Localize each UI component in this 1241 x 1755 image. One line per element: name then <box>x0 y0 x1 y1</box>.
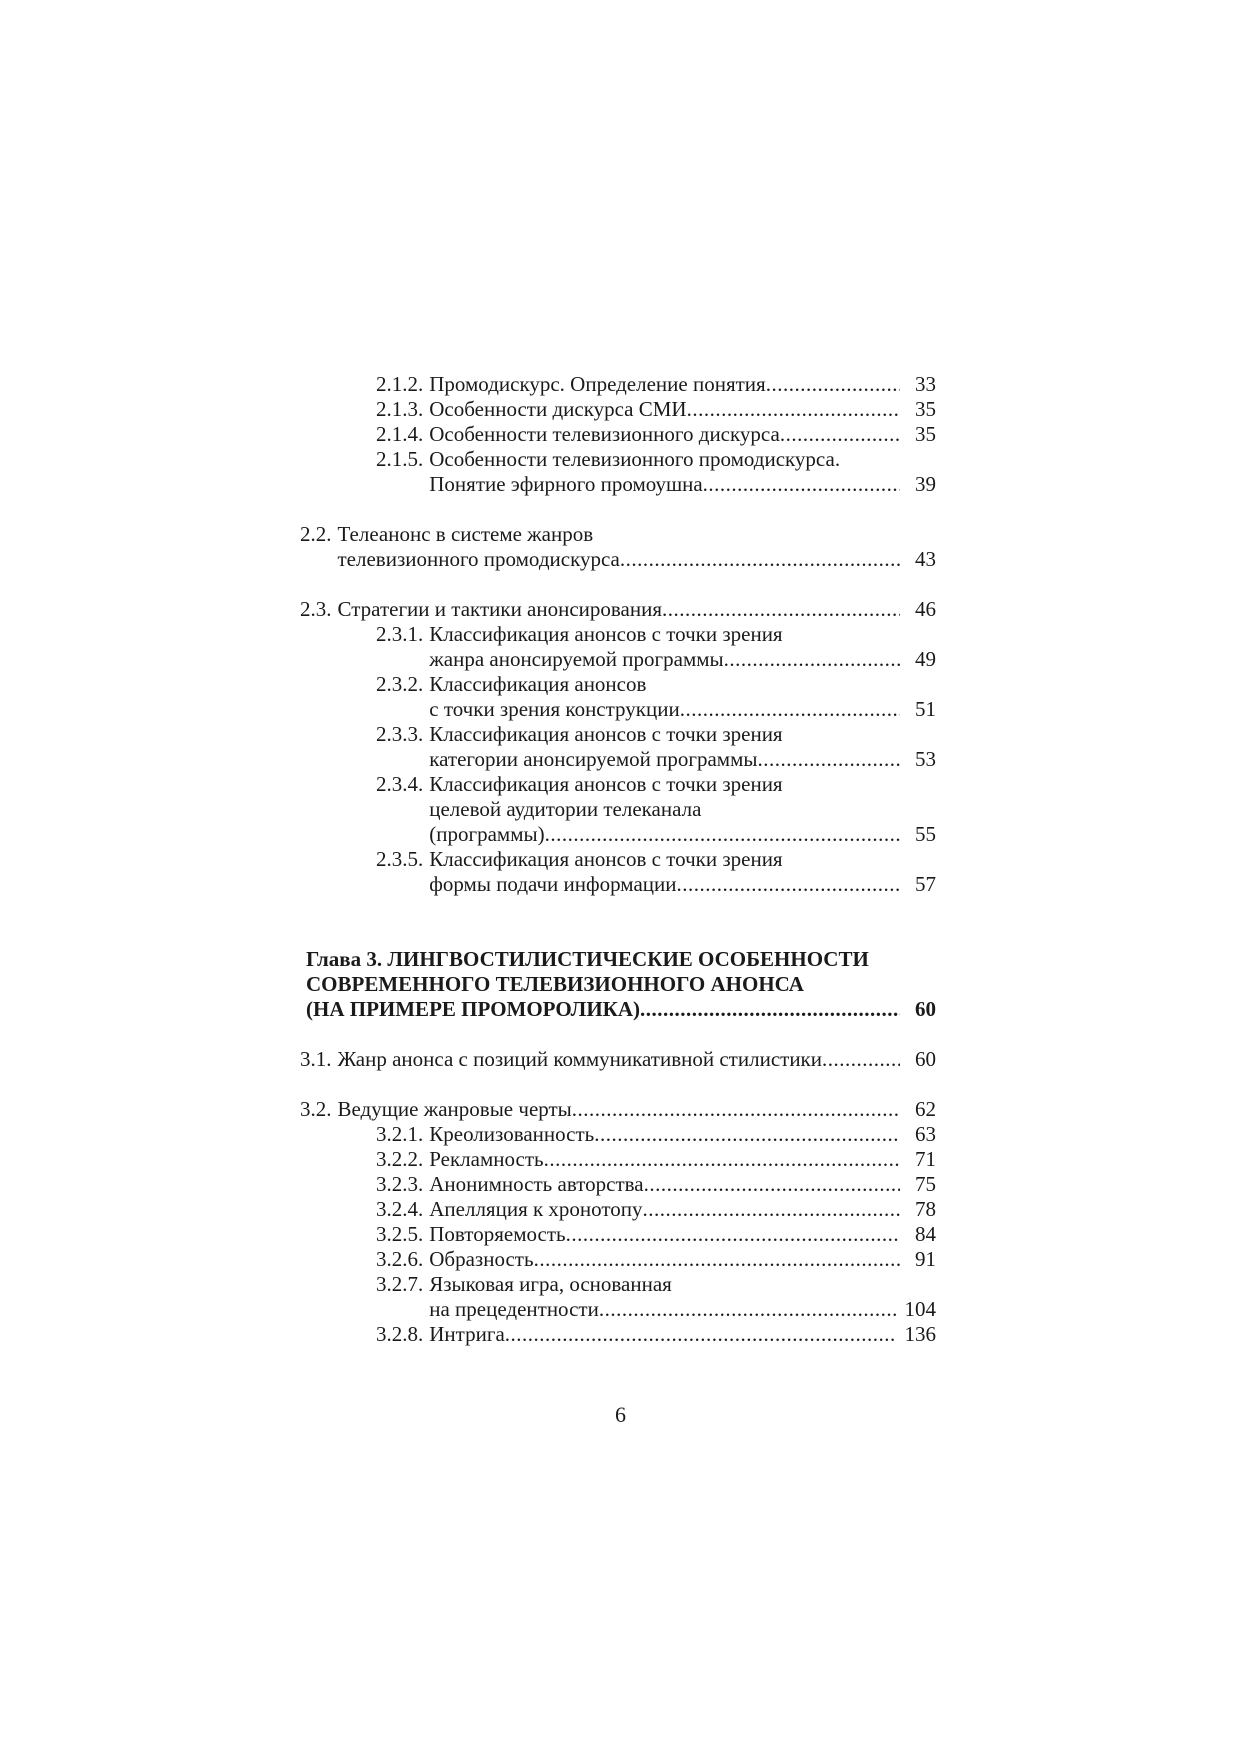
dot-leader <box>766 372 900 397</box>
toc-entry-page: 78 <box>915 1197 936 1221</box>
dot-leader <box>643 1197 900 1222</box>
dot-leader <box>599 1297 897 1322</box>
toc-entry-number: 2.3.1. <box>376 622 424 646</box>
toc-entry-body <box>429 1247 936 1272</box>
dot-leader <box>758 747 901 772</box>
toc-entry <box>300 422 936 447</box>
toc-entry-page: 57 <box>915 872 936 896</box>
toc-entry-page: 75 <box>915 1172 936 1196</box>
toc-entry-title: с точки зрения конструкции <box>429 697 680 721</box>
toc-entry-line <box>429 722 936 747</box>
spacer <box>300 1072 936 1097</box>
toc-entry-line <box>338 1097 937 1122</box>
toc-entry-page: 60 <box>915 1047 936 1071</box>
toc-entry-title: (программы) <box>429 822 545 846</box>
toc-entry-title: Ведущие жанровые черты <box>337 1097 572 1121</box>
toc-entry-body <box>429 1172 936 1197</box>
toc-entry-number: 3.2.6. <box>376 1247 424 1271</box>
toc-entry <box>300 522 936 572</box>
toc-entry-body <box>429 1122 936 1147</box>
spacer <box>300 897 936 947</box>
toc-entry-line <box>338 597 937 622</box>
toc-entry-body <box>338 522 937 572</box>
dot-leader <box>545 822 900 847</box>
toc-entry-number: 3.2.3. <box>376 1172 424 1196</box>
dot-leader <box>544 1147 900 1172</box>
toc-entry-line <box>429 372 936 397</box>
toc-entry-title: Понятие эфирного промоушна <box>429 472 703 496</box>
toc-entry <box>300 397 936 422</box>
toc-entry-number: 2.1.3. <box>376 397 424 421</box>
toc-entry-body <box>429 397 936 422</box>
toc-entry-number: 3.2.2. <box>376 1147 424 1171</box>
toc-entry-page: 33 <box>915 372 936 396</box>
toc-entry <box>300 622 936 672</box>
toc-entry-number: 2.3.2. <box>376 672 424 696</box>
toc-entry-body <box>338 1047 937 1072</box>
toc-entry <box>300 1147 936 1172</box>
dot-leader <box>505 1322 897 1347</box>
toc-entry-number: 3.2.4. <box>376 1197 424 1221</box>
toc-entry <box>300 1122 936 1147</box>
toc-entry-number: 3.2.8. <box>376 1322 424 1346</box>
chapter-title: СОВРЕМЕННОГО ТЕЛЕВИЗИОННОГО АНОНСА <box>306 972 804 996</box>
toc-entry-page: 39 <box>915 472 936 496</box>
toc-entry-body <box>429 447 936 497</box>
toc-entry-number: 2.1.5. <box>376 447 424 471</box>
chapter-heading-line <box>306 947 936 972</box>
toc-entry-body <box>429 1147 936 1172</box>
toc-entry-line <box>429 1322 936 1347</box>
toc-entry-body <box>429 422 936 447</box>
chapter-heading-line <box>306 997 936 1022</box>
toc-entry-title: категории анонсируемой программы <box>429 747 758 771</box>
spacer <box>300 497 936 522</box>
toc-entry <box>300 722 936 772</box>
toc-entry-line <box>429 1197 936 1222</box>
toc-entry-number: 2.1.4. <box>376 422 424 446</box>
toc-entry-line <box>429 1147 936 1172</box>
toc-entry <box>300 1197 936 1222</box>
toc-entry-line <box>429 397 936 422</box>
toc-entry-title: формы подачи информации <box>429 872 677 896</box>
toc-entry <box>300 447 936 497</box>
toc-entry-number: 3.2.5. <box>376 1222 424 1246</box>
toc-entry-line <box>429 447 936 472</box>
toc-entry-line <box>429 672 936 697</box>
toc-entry-body <box>338 1097 937 1122</box>
table-of-contents <box>300 372 936 1347</box>
toc-entry <box>300 1047 936 1072</box>
toc-entry-number: 2.3.4. <box>376 772 424 796</box>
toc-entry-title: Стратегии и тактики анонсирования <box>337 597 663 621</box>
toc-entry-title: Классификация анонсов с точки зрения <box>429 622 783 646</box>
toc-entry-line <box>429 622 936 647</box>
toc-entry-line <box>429 1172 936 1197</box>
spacer <box>300 1022 936 1047</box>
toc-entry <box>300 772 936 847</box>
toc-entry-number: 3.2. <box>300 1097 332 1121</box>
toc-entry-title: жанра анонсируемой программы <box>429 647 724 671</box>
toc-entry-line <box>429 847 936 872</box>
toc-entry-number: 2.2. <box>300 522 332 546</box>
page-number: 6 <box>615 1402 626 1427</box>
dot-leader <box>566 1222 900 1247</box>
dot-leader <box>620 547 900 572</box>
toc-entry-page: 35 <box>915 397 936 421</box>
toc-entry-line <box>338 522 937 547</box>
toc-entry-page: 46 <box>915 597 936 621</box>
toc-entry-title: Классификация анонсов с точки зрения <box>429 847 783 871</box>
toc-entry <box>300 672 936 722</box>
toc-entry-line <box>429 1272 936 1297</box>
toc-entry-page: 84 <box>915 1222 936 1246</box>
toc-entry-title: Рекламность <box>429 1147 544 1171</box>
dot-leader <box>822 1047 900 1072</box>
toc-entry-line <box>429 872 936 897</box>
toc-entry-body <box>429 622 936 672</box>
toc-entry-title: Языковая игра, основанная <box>429 1272 672 1296</box>
toc-entry-page: 55 <box>915 822 936 846</box>
toc-entry-page: 91 <box>915 1247 936 1271</box>
toc-entry-title: Образность <box>429 1247 534 1271</box>
toc-entry-number: 2.3. <box>300 597 332 621</box>
toc-entry-title: Классификация анонсов с точки зрения <box>429 772 783 796</box>
toc-entry-line <box>429 747 936 772</box>
toc-entry-page: 43 <box>915 547 936 571</box>
dot-leader <box>680 697 900 722</box>
toc-entry-page: 51 <box>915 697 936 721</box>
chapter-page: 60 <box>915 997 936 1021</box>
spacer <box>300 572 936 597</box>
toc-entry <box>300 1322 936 1347</box>
toc-entry-body <box>429 772 936 847</box>
dot-leader <box>724 647 900 672</box>
chapter-title: Глава 3. ЛИНГВОСТИЛИСТИЧЕСКИЕ ОСОБЕННОСТИ <box>306 947 869 971</box>
toc-entry-body <box>338 597 937 622</box>
toc-entry-title: Особенности телевизионного промодискурса. <box>429 447 841 471</box>
toc-entry-title: Телеанонс в системе жанров <box>337 522 594 546</box>
toc-entry-line <box>429 1297 936 1322</box>
toc-entry-line <box>429 647 936 672</box>
toc-entry <box>300 1222 936 1247</box>
chapter-heading <box>300 947 936 1022</box>
toc-entry-body <box>429 1322 936 1347</box>
toc-entry-title: на прецедентности <box>429 1297 599 1321</box>
toc-entry-title: Классификация анонсов с точки зрения <box>429 722 783 746</box>
toc-entry-number: 3.1. <box>300 1047 332 1071</box>
toc-entry <box>300 597 936 622</box>
toc-entry-line <box>429 772 936 797</box>
dot-leader <box>644 1172 900 1197</box>
toc-entry-page: 53 <box>915 747 936 771</box>
toc-entry-number: 2.3.3. <box>376 722 424 746</box>
toc-entry-number: 3.2.1. <box>376 1122 424 1146</box>
toc-entry-title: телевизионного промодискурса <box>337 547 620 571</box>
toc-entry-line <box>338 547 937 572</box>
toc-entry-title: Анонимность авторства <box>429 1172 644 1196</box>
toc-entry-title: Повторяемость <box>429 1222 566 1246</box>
toc-entry-body <box>429 672 936 722</box>
toc-entry <box>300 1247 936 1272</box>
toc-entry-line <box>429 1222 936 1247</box>
toc-entry-body <box>429 1222 936 1247</box>
toc-entry-line <box>429 1122 936 1147</box>
dot-leader <box>594 1122 900 1147</box>
dot-leader <box>640 997 900 1022</box>
toc-entry-title: Особенности телевизионного дискурса <box>429 422 780 446</box>
toc-entry-title: Особенности дискурса СМИ <box>429 397 687 421</box>
toc-entry-number: 3.2.7. <box>376 1272 424 1296</box>
toc-entry-line <box>429 697 936 722</box>
toc-entry-line <box>429 822 936 847</box>
toc-entry-page: 136 <box>904 1322 936 1346</box>
toc-entry-body <box>429 372 936 397</box>
dot-leader <box>572 1097 900 1122</box>
toc-entry-body <box>429 1272 936 1322</box>
dot-leader <box>703 472 900 497</box>
chapter-heading-line <box>306 972 936 997</box>
toc-entry <box>300 1272 936 1322</box>
toc-entry-title: Жанр анонса с позиций коммуникативной стилистики <box>337 1047 822 1071</box>
toc-entry-line <box>429 1247 936 1272</box>
toc-entry-number: 2.1.2. <box>376 372 424 396</box>
toc-entry-line <box>429 422 936 447</box>
toc-entry-title: Креолизованность <box>429 1122 595 1146</box>
toc-entry-title: Интрига <box>429 1322 505 1346</box>
toc-entry <box>300 1097 936 1122</box>
toc-entry-page: 62 <box>915 1097 936 1121</box>
toc-entry-title: Апелляция к хронотопу <box>429 1197 643 1221</box>
toc-entry-page: 71 <box>915 1147 936 1171</box>
toc-entry-line <box>429 797 936 822</box>
dot-leader <box>780 422 900 447</box>
toc-entry-title: Промодискурс. Определение понятия <box>429 372 766 396</box>
toc-entry-body <box>429 847 936 897</box>
toc-entry <box>300 1172 936 1197</box>
toc-entry-body <box>429 1197 936 1222</box>
toc-entry-line <box>429 472 936 497</box>
toc-entry-page: 63 <box>915 1122 936 1146</box>
toc-entry-title: целевой аудитории телеканала <box>429 797 702 821</box>
toc-entry-body <box>429 722 936 772</box>
toc-entry <box>300 847 936 897</box>
toc-entry-page: 49 <box>915 647 936 671</box>
toc-entry-title: Классификация анонсов <box>429 672 647 696</box>
toc-entry-number: 2.3.5. <box>376 847 424 871</box>
dot-leader <box>676 872 900 897</box>
chapter-title: (НА ПРИМЕРЕ ПРОМОРОЛИКА) <box>306 997 641 1021</box>
toc-entry <box>300 372 936 397</box>
toc-entry-page: 104 <box>904 1297 936 1321</box>
toc-entry-page: 35 <box>915 422 936 446</box>
dot-leader <box>534 1247 900 1272</box>
dot-leader <box>687 397 900 422</box>
dot-leader <box>662 597 900 622</box>
toc-entry-line <box>338 1047 937 1072</box>
